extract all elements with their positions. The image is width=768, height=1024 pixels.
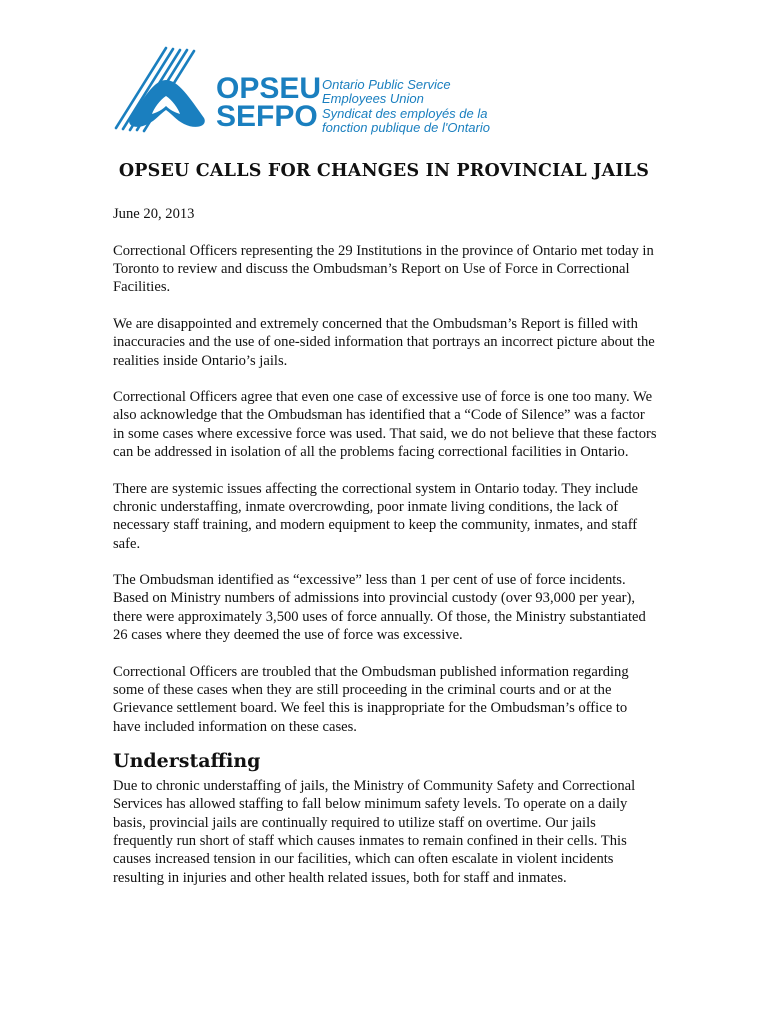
- section-paragraph: Due to chronic understaffing of jails, the Ministry of Community Safety and Correctional Services has allowed staffing to fall below minimum safety levels. To operate on a daily basis, provincial jails are continually required to utilize staff on overtime. Our jails frequently run short of staff which causes inmates to remain confined in their cells. This causes increased tension in our facilities, which can often escalate in violent incidents resulting in injuries and other health related issues, both for staff and inmates.: [113, 778, 636, 886]
- opseu-trillium-icon: [110, 40, 220, 135]
- body-paragraph-1: Correctional Officers representing the 29 Institutions in the province of Ontario met today in Toronto to review and discuss the Ombudsman’s Report on Use of Force in Correctional Facilities.: [113, 242, 654, 296]
- body-paragraph-5: The Ombudsman identified as “excessive” less than 1 per cent of use of force incidents. Based on Ministry numbers of admissions into provincial custody (over 93,000 per year), there were approximately 3,500 uses of force annually. Of those, the Ministry substantiated 26 cases where they deemed the use of force was excessive.: [113, 572, 646, 644]
- logo-subtitle-line-4: fonction publique de l'Ontario: [322, 120, 490, 135]
- section-heading-understaffing: Understaffing: [113, 750, 261, 773]
- body-paragraph-3: Correctional Officers agree that even one case of excessive use of force is one too many. We also acknowledge that the Ombudsman has identified that a “Code of Silence” was a factor in some cases where excessive force was used. That said, we do not believe that these factors can be addressed in isolation of all the problems facing correctional facilities in Ontario.: [113, 389, 657, 461]
- logo-subtitle-line-2: Employees Union: [322, 91, 424, 106]
- document-body: [113, 205, 658, 905]
- body-paragraph-6: Correctional Officers are troubled that the Ombudsman published information regarding some of these cases when they are still proceeding in the criminal courts and or at the Grievance settlement board. We feel this is inappropriate for the Ombudsman’s office to have included information on these cases.: [113, 663, 629, 735]
- opseu-logo: [110, 40, 510, 135]
- logo-subtitle-line-1: Ontario Public Service: [322, 77, 451, 92]
- body-paragraph-2: We are disappointed and extremely concerned that the Ombudsman’s Report is filled with inaccuracies and the use of one-sided information that portrays an incorrect picture about the realities inside Ontario’s jails.: [113, 315, 655, 369]
- document-date: June 20, 2013: [113, 206, 195, 222]
- logo-subtitle-line-3: Syndicat des employés de la: [322, 106, 488, 121]
- logo-word-sefpo: SEFPO: [216, 100, 318, 133]
- logo-word-opseu: OPSEU: [216, 72, 322, 105]
- document-title: OPSEU CALLS FOR CHANGES IN PROVINCIAL JAILS: [118, 161, 650, 181]
- body-paragraph-4: There are systemic issues affecting the correctional system in Ontario today. They include chronic understaffing, inmate overcrowding, poor inmate living conditions, the lack of necessary staff training, and modern equipment to keep the community, inmates, and staff safe.: [113, 480, 638, 552]
